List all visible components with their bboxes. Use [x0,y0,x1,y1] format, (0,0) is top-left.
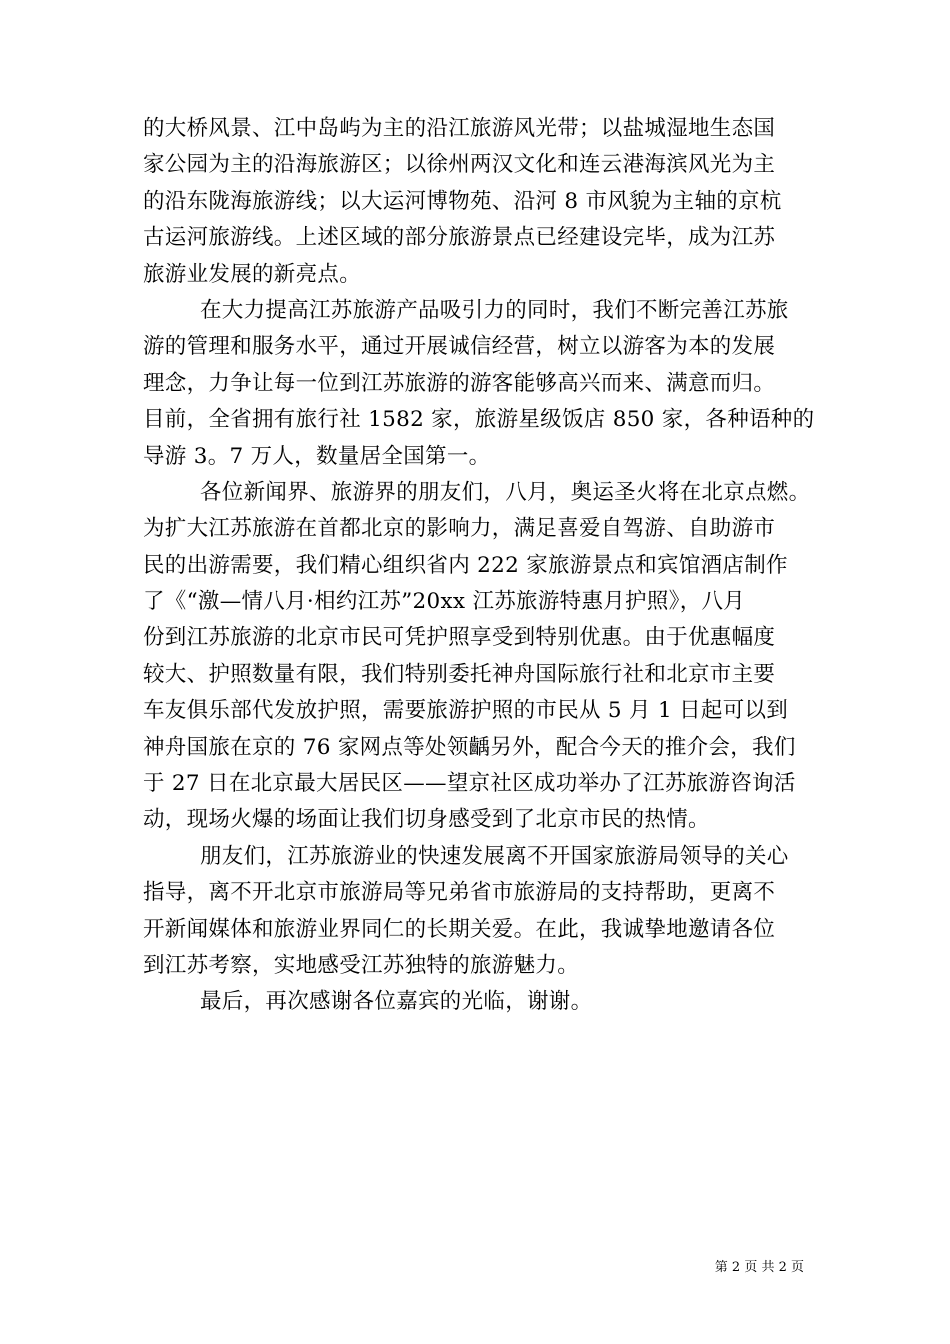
text-line-13: 民的出游需要，我们精心组织省内 222 家旅游景点和宾馆酒店制作 [143,552,788,578]
text-line-9: 目前，全省拥有旅行社 1582 家，旅游星级饭店 850 家，各种语种的 [143,407,815,433]
text-line-17: 车友俱乐部代发放护照，需要旅游护照的市民从 5 月 1 日起可以到 [143,698,789,724]
text-line-7: 游的管理和服务水平，通过开展诚信经营，树立以游客为本的发展 [143,334,776,360]
text-line-12: 为扩大江苏旅游在首都北京的影响力，满足喜爱自驾游、自助游市 [143,516,776,542]
text-line-11: 各位新闻界、旅游界的朋友们，八月，奥运圣火将在北京点燃。 [200,479,811,505]
text-line-3: 的沿东陇海旅游线；以大运河博物苑、沿河 8 市风貌为主轴的京杭 [143,188,782,214]
text-line-23: 开新闻媒体和旅游业界同仁的长期关爱。在此，我诚挚地邀请各位 [143,916,776,942]
body-text [143,111,823,1021]
text-line-21: 朋友们，江苏旅游业的快速发展离不开国家旅游局领导的关心 [200,843,789,869]
text-line-25: 最后，再次感谢各位嘉宾的光临，谢谢。 [200,989,593,1015]
text-line-24: 到江苏考察，实地感受江苏独特的旅游魅力。 [143,952,580,978]
text-line-16: 较大、护照数量有限，我们特别委托神舟国际旅行社和北京市主要 [143,661,776,687]
text-line-6: 在大力提高江苏旅游产品吸引力的同时，我们不断完善江苏旅 [200,297,789,323]
text-line-8: 理念，力争让每一位到江苏旅游的游客能够高兴而来、满意而归。 [143,370,776,396]
text-line-5: 旅游业发展的新亮点。 [143,261,362,287]
text-line-19: 于 27 日在北京最大居民区——望京社区成功举办了江苏旅游咨询活 [143,771,796,797]
text-line-2: 家公园为主的沿海旅游区；以徐州两汉文化和连云港海滨风光为主 [143,152,776,178]
text-line-10: 导游 3。7 万人，数量居全国第一。 [143,443,491,469]
text-line-18: 神舟国旅在京的 76 家网点等处领齲另外，配合今天的推介会，我们 [143,734,796,760]
text-line-14: 了《“激—情八月·相约江苏”20xx 江苏旅游特惠月护照》，八月 [143,589,746,615]
text-line-4: 古运河旅游线。上述区域的部分旅游景点已经建设完毕，成为江苏 [143,225,776,251]
text-line-20: 动，现场火爆的场面让我们切身感受到了北京市民的热情。 [143,807,710,833]
text-line-22: 指导，离不开北京市旅游局等兄弟省市旅游局的支持帮助，更离不 [143,880,776,906]
text-line-15: 份到江苏旅游的北京市民可凭护照享受到特别优惠。由于优惠幅度 [143,625,776,651]
text-line-1: 的大桥风景、江中岛屿为主的沿江旅游风光带；以盐城湿地生态国 [143,116,776,141]
page-number: 第 2 页 共 2 页 [714,1260,804,1275]
